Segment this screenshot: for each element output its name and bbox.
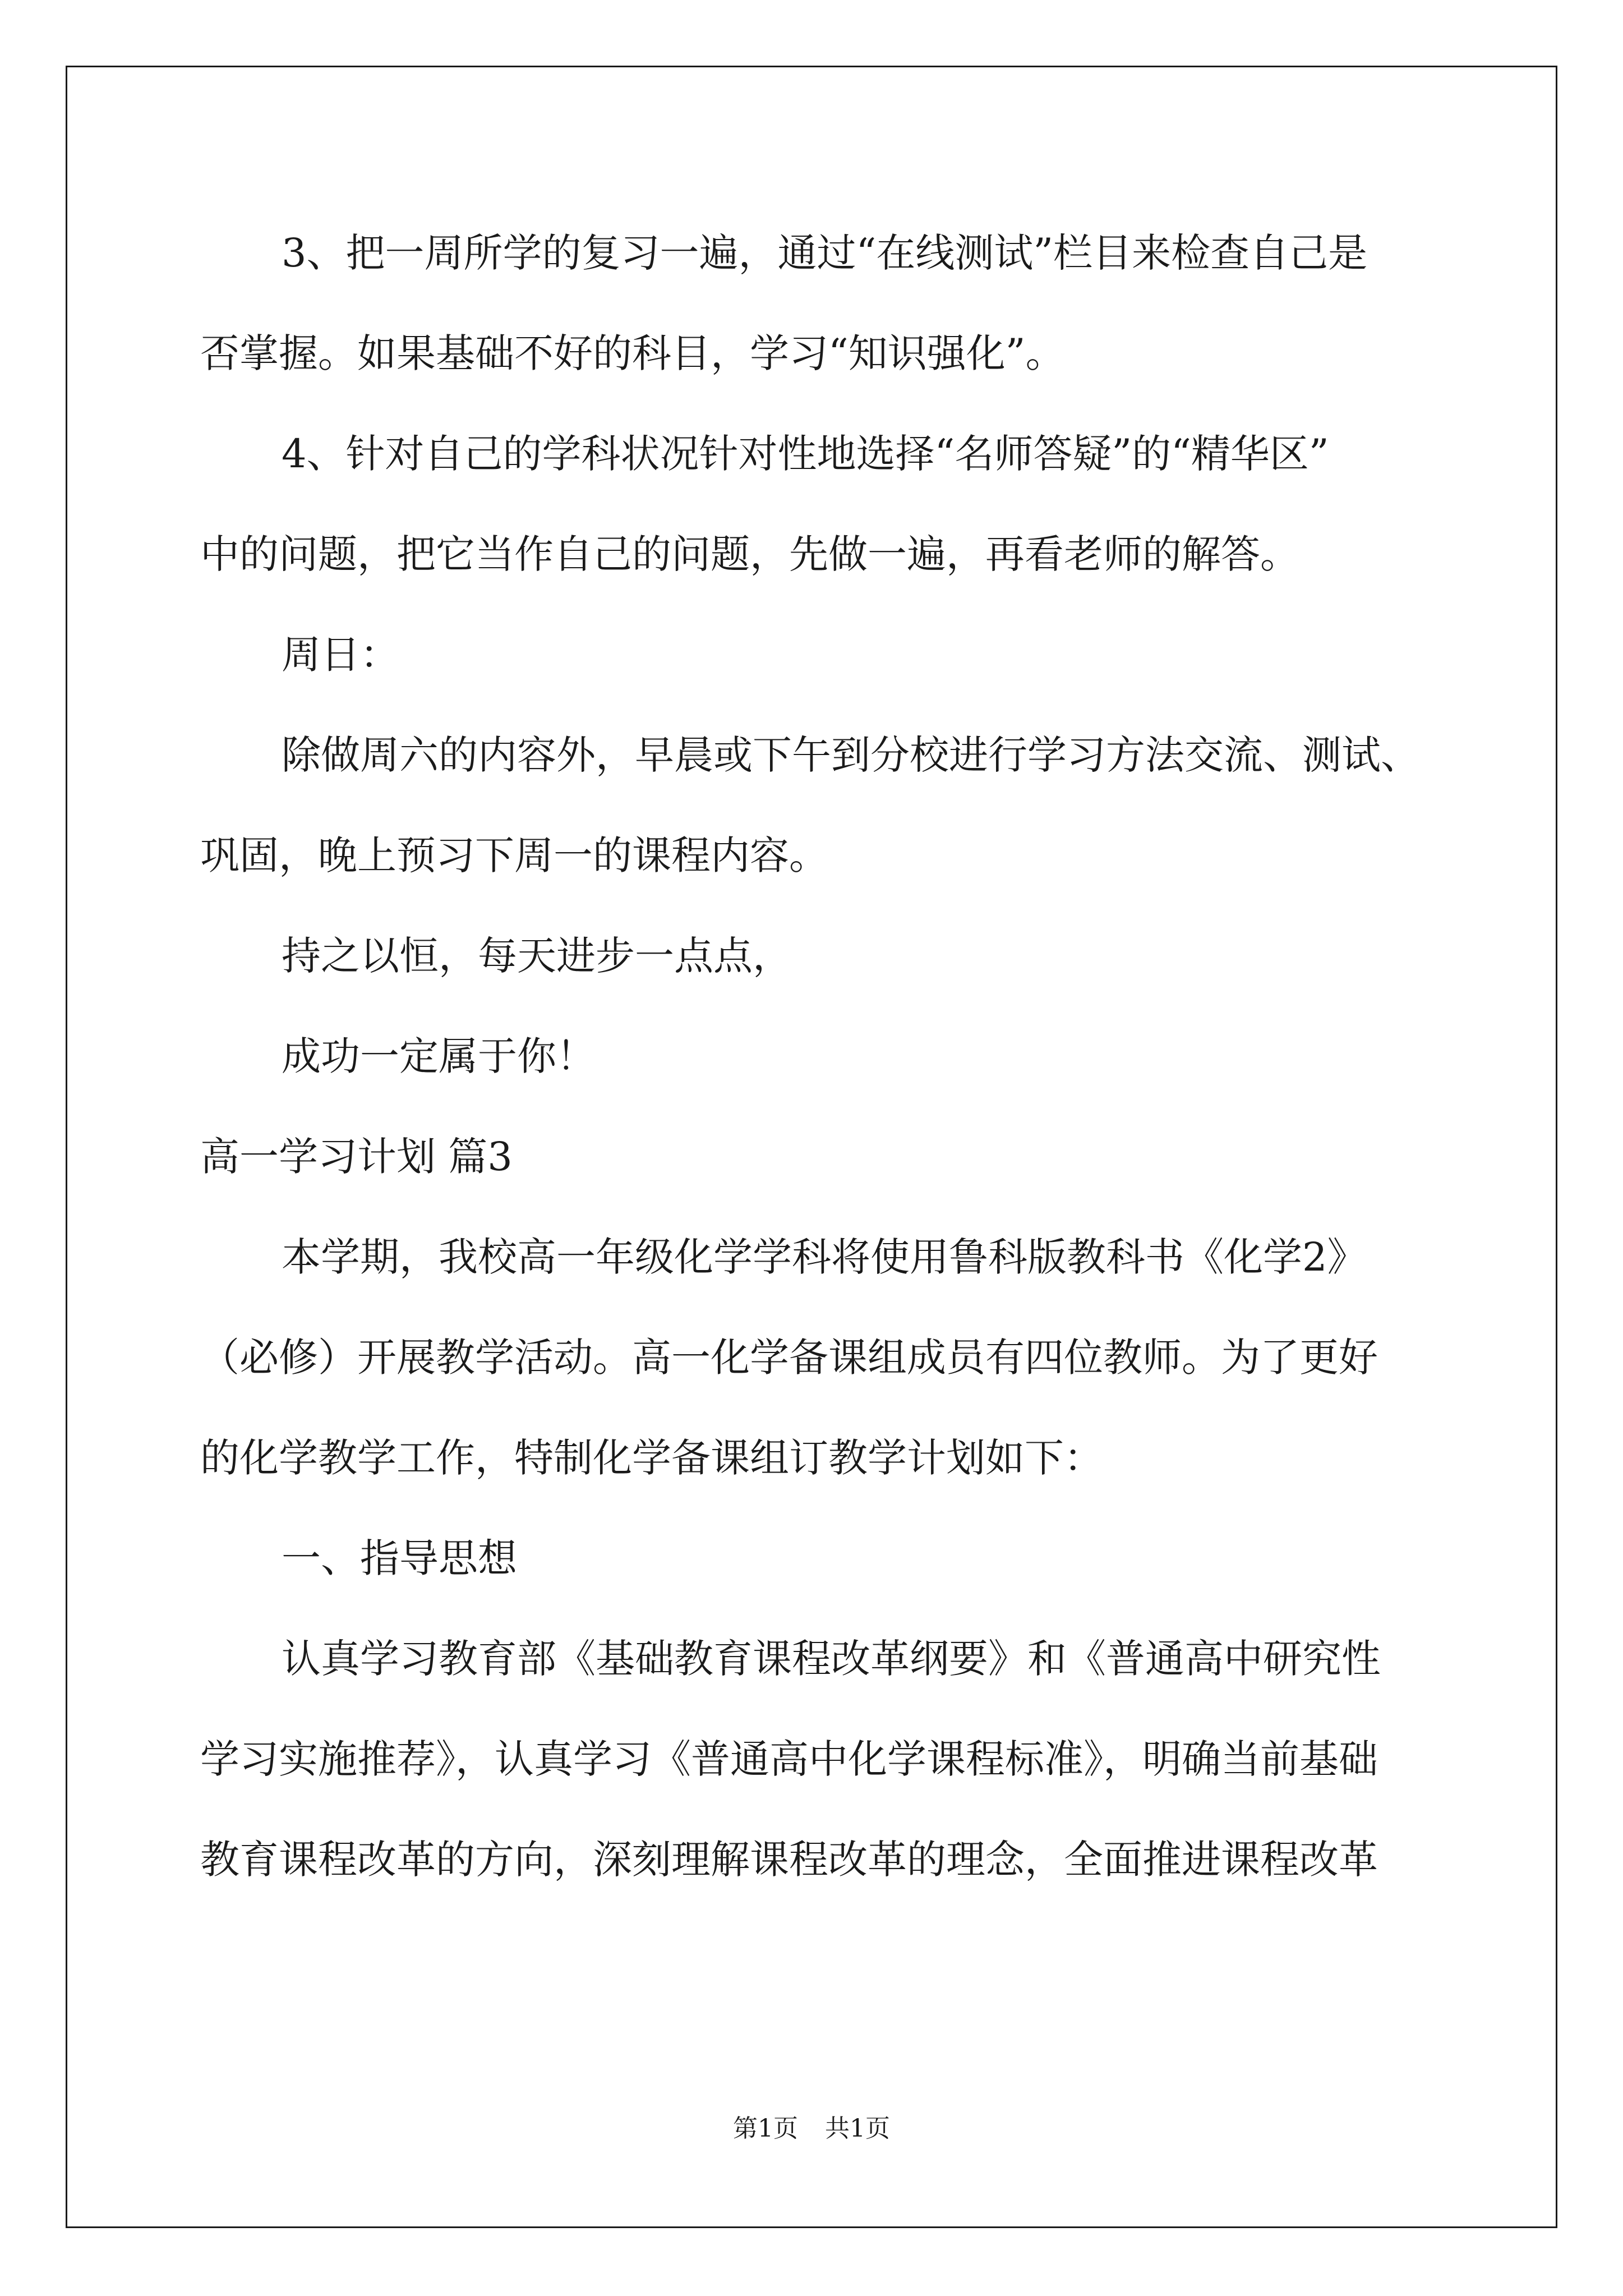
paragraph-line: 除做周六的内容外，早晨或下午到分校进行学习方法交流、测试、 — [282, 732, 1420, 778]
paragraph-line: 本学期，我校高一年级化学学科将使用鲁科版教科书《化学2》 — [282, 1234, 1367, 1280]
paragraph-line: 持之以恒，每天进步一点点， — [282, 933, 792, 979]
paragraph-line: 4、针对自己的学科状况针对性地选择“名师答疑”的“精华区” — [282, 431, 1329, 477]
paragraph-line: 学习实施推荐》，认真学习《普通高中化学课程标准》，明确当前基础 — [200, 1736, 1378, 1782]
paragraph-line: 3、把一周所学的复习一遍，通过“在线测试”栏目来检查自己是 — [282, 230, 1368, 276]
paragraph-line: 教育课程改革的方向，深刻理解课程改革的理念，全面推进课程改革 — [200, 1837, 1378, 1883]
subsection-heading: 一、指导思想 — [282, 1535, 517, 1581]
paragraph-line: 周日： — [282, 632, 399, 678]
paragraph-line: （必修）开展教学活动。高一化学备课组成员有四位教师。为了更好 — [200, 1335, 1378, 1381]
paragraph-line: 成功一定属于你！ — [282, 1033, 596, 1079]
page-total: 共1页 — [825, 2114, 890, 2143]
paragraph-line: 否掌握。如果基础不好的科目，学习“知识强化”。 — [200, 330, 1065, 376]
page-footer — [0, 2112, 1623, 2146]
section-heading: 高一学习计划 篇3 — [200, 1134, 513, 1180]
paragraph-line: 认真学习教育部《基础教育课程改革纲要》和《普通高中研究性 — [282, 1636, 1381, 1682]
page-number: 第1页 — [733, 2114, 798, 2143]
paragraph-line: 巩固，晚上预习下周一的课程内容。 — [200, 832, 828, 878]
paragraph-line: 的化学教学工作，特制化学备课组订教学计划如下： — [200, 1435, 1103, 1481]
paragraph-line: 中的问题，把它当作自己的问题，先做一遍，再看老师的解答。 — [200, 531, 1299, 577]
